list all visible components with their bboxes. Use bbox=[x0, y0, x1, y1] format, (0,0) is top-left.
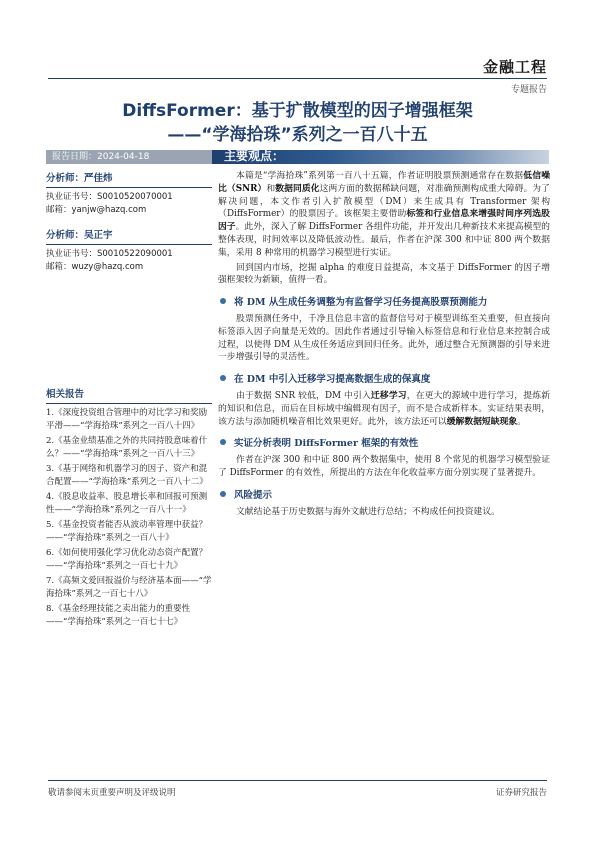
related-report-item[interactable]: 8.《基金经理技能之卖出能力的重要性——“学海拾珠”系列之一百七十七》 bbox=[46, 604, 191, 627]
intro-emphasis: 低信噪比（SNR） bbox=[218, 171, 550, 194]
section-text: 由于数据 SNR 较低，DM 中引入 bbox=[236, 390, 371, 401]
intro-text: 。此外，深入了解 DiffsFormer 各组件功能，并开发出几种新技术来提高模型的整体表现，时间效率以及降低波动性。最后，作者在沪深 300 和中证 800 两个数据集，采用 8 种常用的机器学习模型进行实证。 bbox=[218, 222, 550, 258]
related-reports-title: 相关报告 bbox=[46, 389, 85, 400]
related-report-item[interactable]: 4.《股息收益率、股息增长率和回报可预测性——“学海拾珠”系列之一百八十一》 bbox=[46, 492, 208, 515]
analyst-name: 分析师：严佳炜 bbox=[46, 173, 113, 184]
analyst-divider bbox=[46, 244, 212, 245]
analyst-cert: 执业证书号：S0010520070001 bbox=[46, 192, 173, 202]
main-points-label: 主要观点： bbox=[224, 149, 285, 163]
section-emphasis: 缓解数据短缺现象 bbox=[446, 416, 518, 427]
intro-paragraph: 回到国内市场，挖掘 alpha 的难度日益提高，本文基于 DiffsFormer 的因子增强框架较为新颖，值得一看。 bbox=[218, 262, 550, 286]
footer-divider bbox=[48, 780, 547, 781]
intro-emphasis: 标签和行业信息来增强时间序列选股因子 bbox=[218, 209, 550, 233]
main-content bbox=[218, 170, 550, 520]
related-report-item[interactable]: 5.《基金投资者能否从波动率管理中获益？——“学海拾珠”系列之一百八十》 bbox=[46, 520, 208, 543]
header-divider bbox=[48, 78, 547, 79]
section-body: 作者在沪深 300 和中证 800 两个数据集中，使用 8 个常见的机器学习模型验证了 DiffsFormer 的有效性，所提出的方法在年化收益率方面分别实现了显著提升。 bbox=[218, 455, 550, 478]
section-heading-text: 风险提示 bbox=[234, 489, 273, 501]
analyst-name: 分析师：吴正宇 bbox=[46, 230, 113, 241]
bullet-dot-icon bbox=[220, 298, 226, 304]
section-heading-text: 实证分析表明 DiffsFormer 框架的有效性 bbox=[234, 438, 419, 450]
related-report-item[interactable]: 7.《高频文爱回报溢价与经济基本面——“学海拾珠”系列之一百七十八》 bbox=[46, 576, 212, 599]
section-heading bbox=[218, 297, 550, 310]
section-heading-text: 将 DM 从生成任务调整为有监督学习任务提高股票预测能力 bbox=[234, 297, 488, 309]
intro-emphasis: 数据同质化 bbox=[275, 183, 320, 194]
related-report-item[interactable]: 3.《基于网络和机器学习的因子、资产和混合配置——“学海拾珠”系列之一百八十二》 bbox=[46, 464, 208, 487]
related-divider bbox=[46, 403, 212, 404]
intro-paragraph bbox=[218, 170, 550, 260]
analyst-cert: 执业证书号：S0010522090001 bbox=[46, 249, 173, 259]
report-subtitle: ——“学海拾珠”系列之一百八十五 bbox=[167, 125, 428, 145]
footer-label: 证券研究报告 bbox=[495, 788, 547, 798]
intro-text: 和 bbox=[266, 183, 276, 194]
intro-text: 本篇是“学海拾珠”系列第一百八十五篇，作者证明股票预测通常存在数据 bbox=[236, 171, 524, 181]
related-reports bbox=[46, 388, 212, 631]
section-body bbox=[218, 390, 550, 428]
footer-disclaimer: 敬请参阅末页重要声明及评级说明 bbox=[48, 788, 176, 798]
section-body: 股票预测任务中，千净且信息丰富的监督信号对于模型训练至关重要，但直接向标签添入因子向量是无效的。因此作者通过引导输入标签信息和行业信息来控制合成过程，以使得 DM 从生成任务适应到回归任务。此外，通过整合无预测器的引导来进一步增强引导的灵活性。 bbox=[218, 313, 550, 363]
section-heading bbox=[218, 374, 550, 387]
section-heading-text: 在 DM 中引入迁移学习提高数据生成的保真度 bbox=[234, 374, 431, 386]
related-report-item[interactable]: 2.《基金业绩基准之外的共同持股意味着什么？——“学海拾珠”系列之一百八十三》 bbox=[46, 436, 208, 459]
section-text: ，在更大的源域中进行学习，提炼新的知识和信息，而后在目标域中编辑现有因子，而不是合成新样本。实证结果表明，该方法与添加随机噪音相比效果更好。此外，该方法还可以 bbox=[218, 390, 550, 427]
analyst-panel bbox=[46, 172, 212, 286]
related-report-item[interactable]: 6.《如何使用强化学习优化动态资产配置？——“学海拾珠”系列之一百七十九》 bbox=[46, 548, 208, 571]
bullet-dot-icon bbox=[220, 375, 226, 381]
analyst-card bbox=[46, 172, 212, 217]
header-subtitle: 专题报告 bbox=[510, 85, 547, 95]
section-heading bbox=[218, 490, 550, 503]
analyst-email[interactable]: 邮箱：wuzy@hazq.com bbox=[46, 262, 144, 272]
header-title: 金融工程 bbox=[482, 58, 547, 76]
analyst-card bbox=[46, 229, 212, 274]
analyst-email[interactable]: 邮箱：yanjw@hazq.com bbox=[46, 205, 147, 215]
section-heading bbox=[218, 438, 550, 451]
section-text: 。 bbox=[517, 416, 526, 427]
section-body: 文献结论基于历史数据与海外文献进行总结；不构成任何投资建议。 bbox=[236, 506, 500, 517]
bullet-dot-icon bbox=[220, 491, 226, 497]
section-emphasis: 迁移学习 bbox=[370, 390, 407, 401]
bullet-dot-icon bbox=[220, 439, 226, 445]
report-title: DiffsFormer：基于扩散模型的因子增强框架 bbox=[122, 101, 473, 121]
related-report-item[interactable]: 1.《深度投资组合管理中的对比学习和奖励平滑——“学海拾珠”系列之一百八十四》 bbox=[46, 408, 208, 431]
intro-text: 这两方面的数据稀缺问题，对准确预测构成重大障碍。为了解决问题，本文作者引入扩散模型（DM）来生成具有 Transformer 架构（DiffsFormer）的股票因子。该框架主要借助 bbox=[218, 183, 550, 220]
report-date: 报告日期：2024-04-18 bbox=[46, 150, 212, 164]
analyst-divider bbox=[46, 187, 212, 188]
